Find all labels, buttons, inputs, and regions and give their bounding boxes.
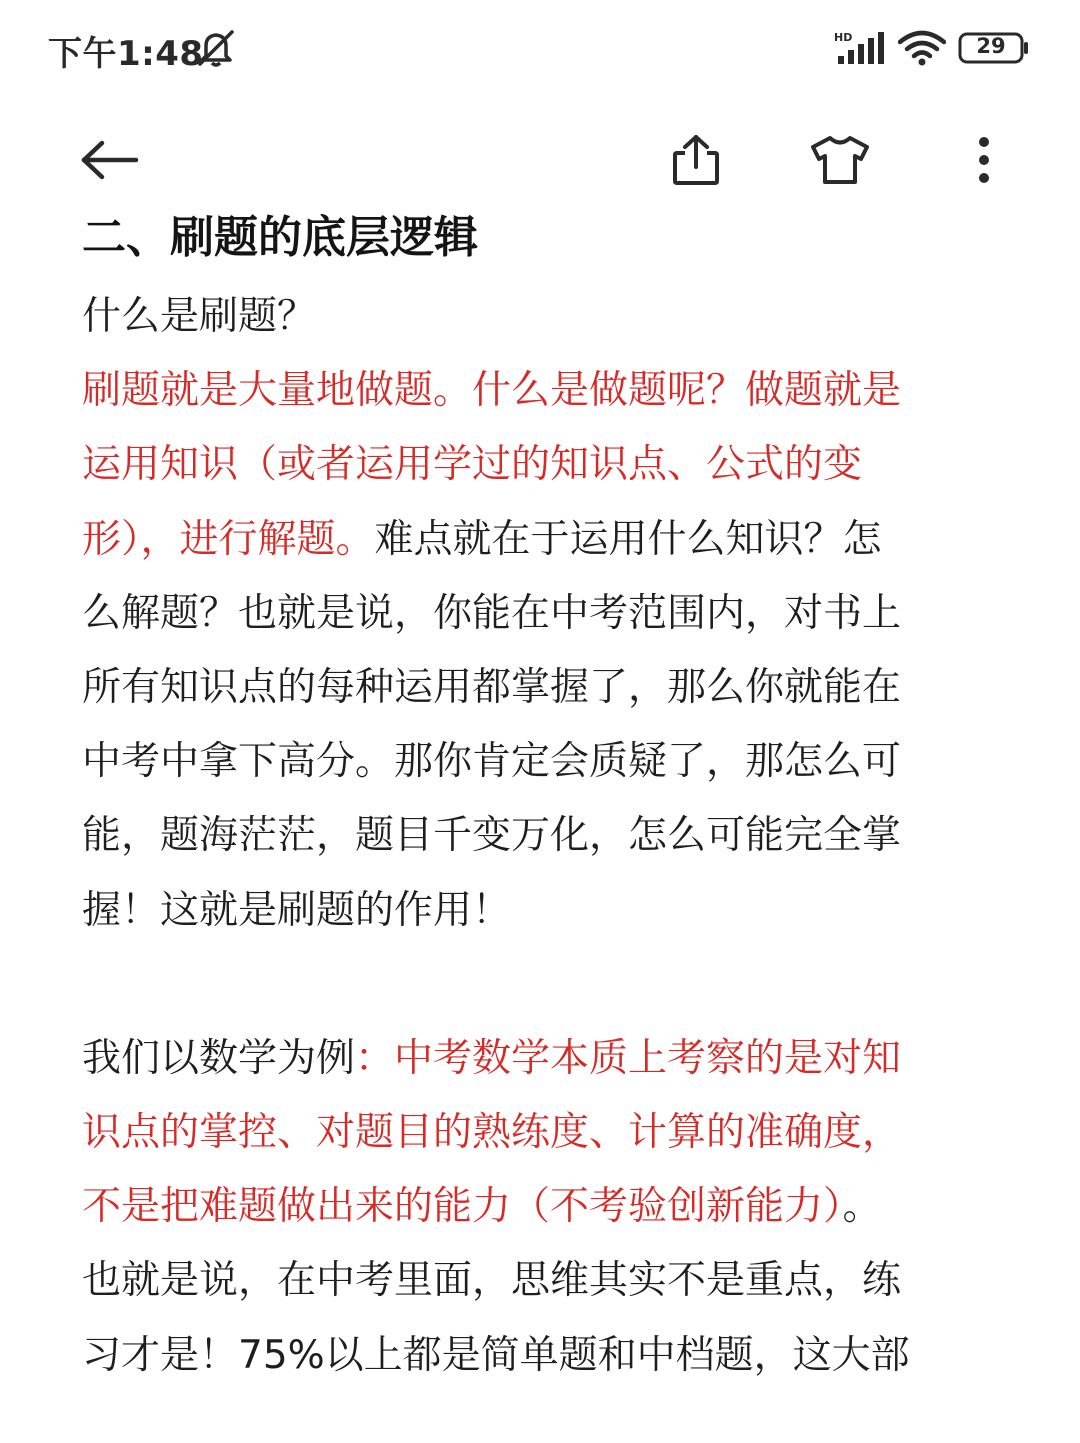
paragraph-line xyxy=(82,428,982,502)
paragraph-line xyxy=(82,651,982,725)
text-run: 也就是说，在中考里面，思维其实不是重点，练 xyxy=(82,1258,902,1304)
text-run: 我们以数学为例 xyxy=(82,1035,356,1081)
text-run: 运用知识（或者运用学过的知识点、公式的变 xyxy=(82,442,863,488)
mute-icon xyxy=(194,28,240,72)
more-button[interactable] xyxy=(960,124,1008,196)
back-button[interactable] xyxy=(74,128,146,192)
article-content xyxy=(82,196,982,1393)
paragraph-gap xyxy=(82,948,982,1022)
back-arrow-icon xyxy=(80,140,140,180)
paragraph-line xyxy=(82,503,982,577)
text-run: 能，题海茫茫，题目千变万化，怎么可能完全掌 xyxy=(82,813,902,859)
article-heading: 二、刷题的底层逻辑 xyxy=(82,212,478,263)
paragraph-line xyxy=(82,1096,982,1170)
status-time: 下午1:48 xyxy=(48,34,204,74)
paragraph-line xyxy=(82,1244,982,1318)
text-run: 什么是刷题？ xyxy=(82,294,317,339)
text-run: 难点就在于运用什么知识？怎 xyxy=(374,516,882,562)
text-run: 么解题？也就是说，你能在中考范围内，对书上 xyxy=(82,590,902,636)
text-run: 。 xyxy=(842,1184,882,1230)
status-bar xyxy=(0,0,1080,96)
paragraph-line xyxy=(82,1319,982,1393)
top-toolbar xyxy=(0,110,1080,210)
text-run: ：中考数学本质上考察的是对知 xyxy=(355,1035,902,1081)
battery-level: 29 xyxy=(976,34,1006,58)
paragraph-line xyxy=(82,874,982,948)
share-icon xyxy=(671,133,721,187)
signal-hd-label: HD xyxy=(834,31,853,44)
paragraph-line xyxy=(82,354,982,428)
wifi-icon xyxy=(898,30,946,70)
signal-icon xyxy=(834,30,888,70)
paragraph-line xyxy=(82,577,982,651)
share-button[interactable] xyxy=(660,124,732,196)
text-run: 形），进行解题。 xyxy=(82,516,375,562)
paragraph-line xyxy=(82,1022,982,1096)
more-vertical-icon xyxy=(976,135,992,185)
text-run: 识点的掌控、对题目的熟练度、计算的准确度， xyxy=(82,1110,902,1156)
text-run: 中考中拿下高分。那你肯定会质疑了，那怎么可 xyxy=(82,739,902,785)
paragraph-line xyxy=(82,725,982,799)
paragraph-line xyxy=(82,1170,982,1244)
shirt-icon xyxy=(809,135,871,185)
theme-button[interactable] xyxy=(802,124,878,196)
article-body xyxy=(82,280,982,1393)
text-run: 握！这就是刷题的作用！ xyxy=(82,887,512,933)
text-run: 习才是！75%以上都是简单题和中档题，这大部 xyxy=(82,1332,910,1378)
text-run: 刷题就是大量地做题。什么是做题呢？做题就是 xyxy=(82,368,902,414)
paragraph-line xyxy=(82,280,982,354)
paragraph-line xyxy=(82,799,982,873)
text-run: 所有知识点的每种运用都掌握了，那么你就能在 xyxy=(82,665,902,711)
text-run: 不是把难题做出来的能力（不考验创新能力） xyxy=(82,1184,843,1230)
